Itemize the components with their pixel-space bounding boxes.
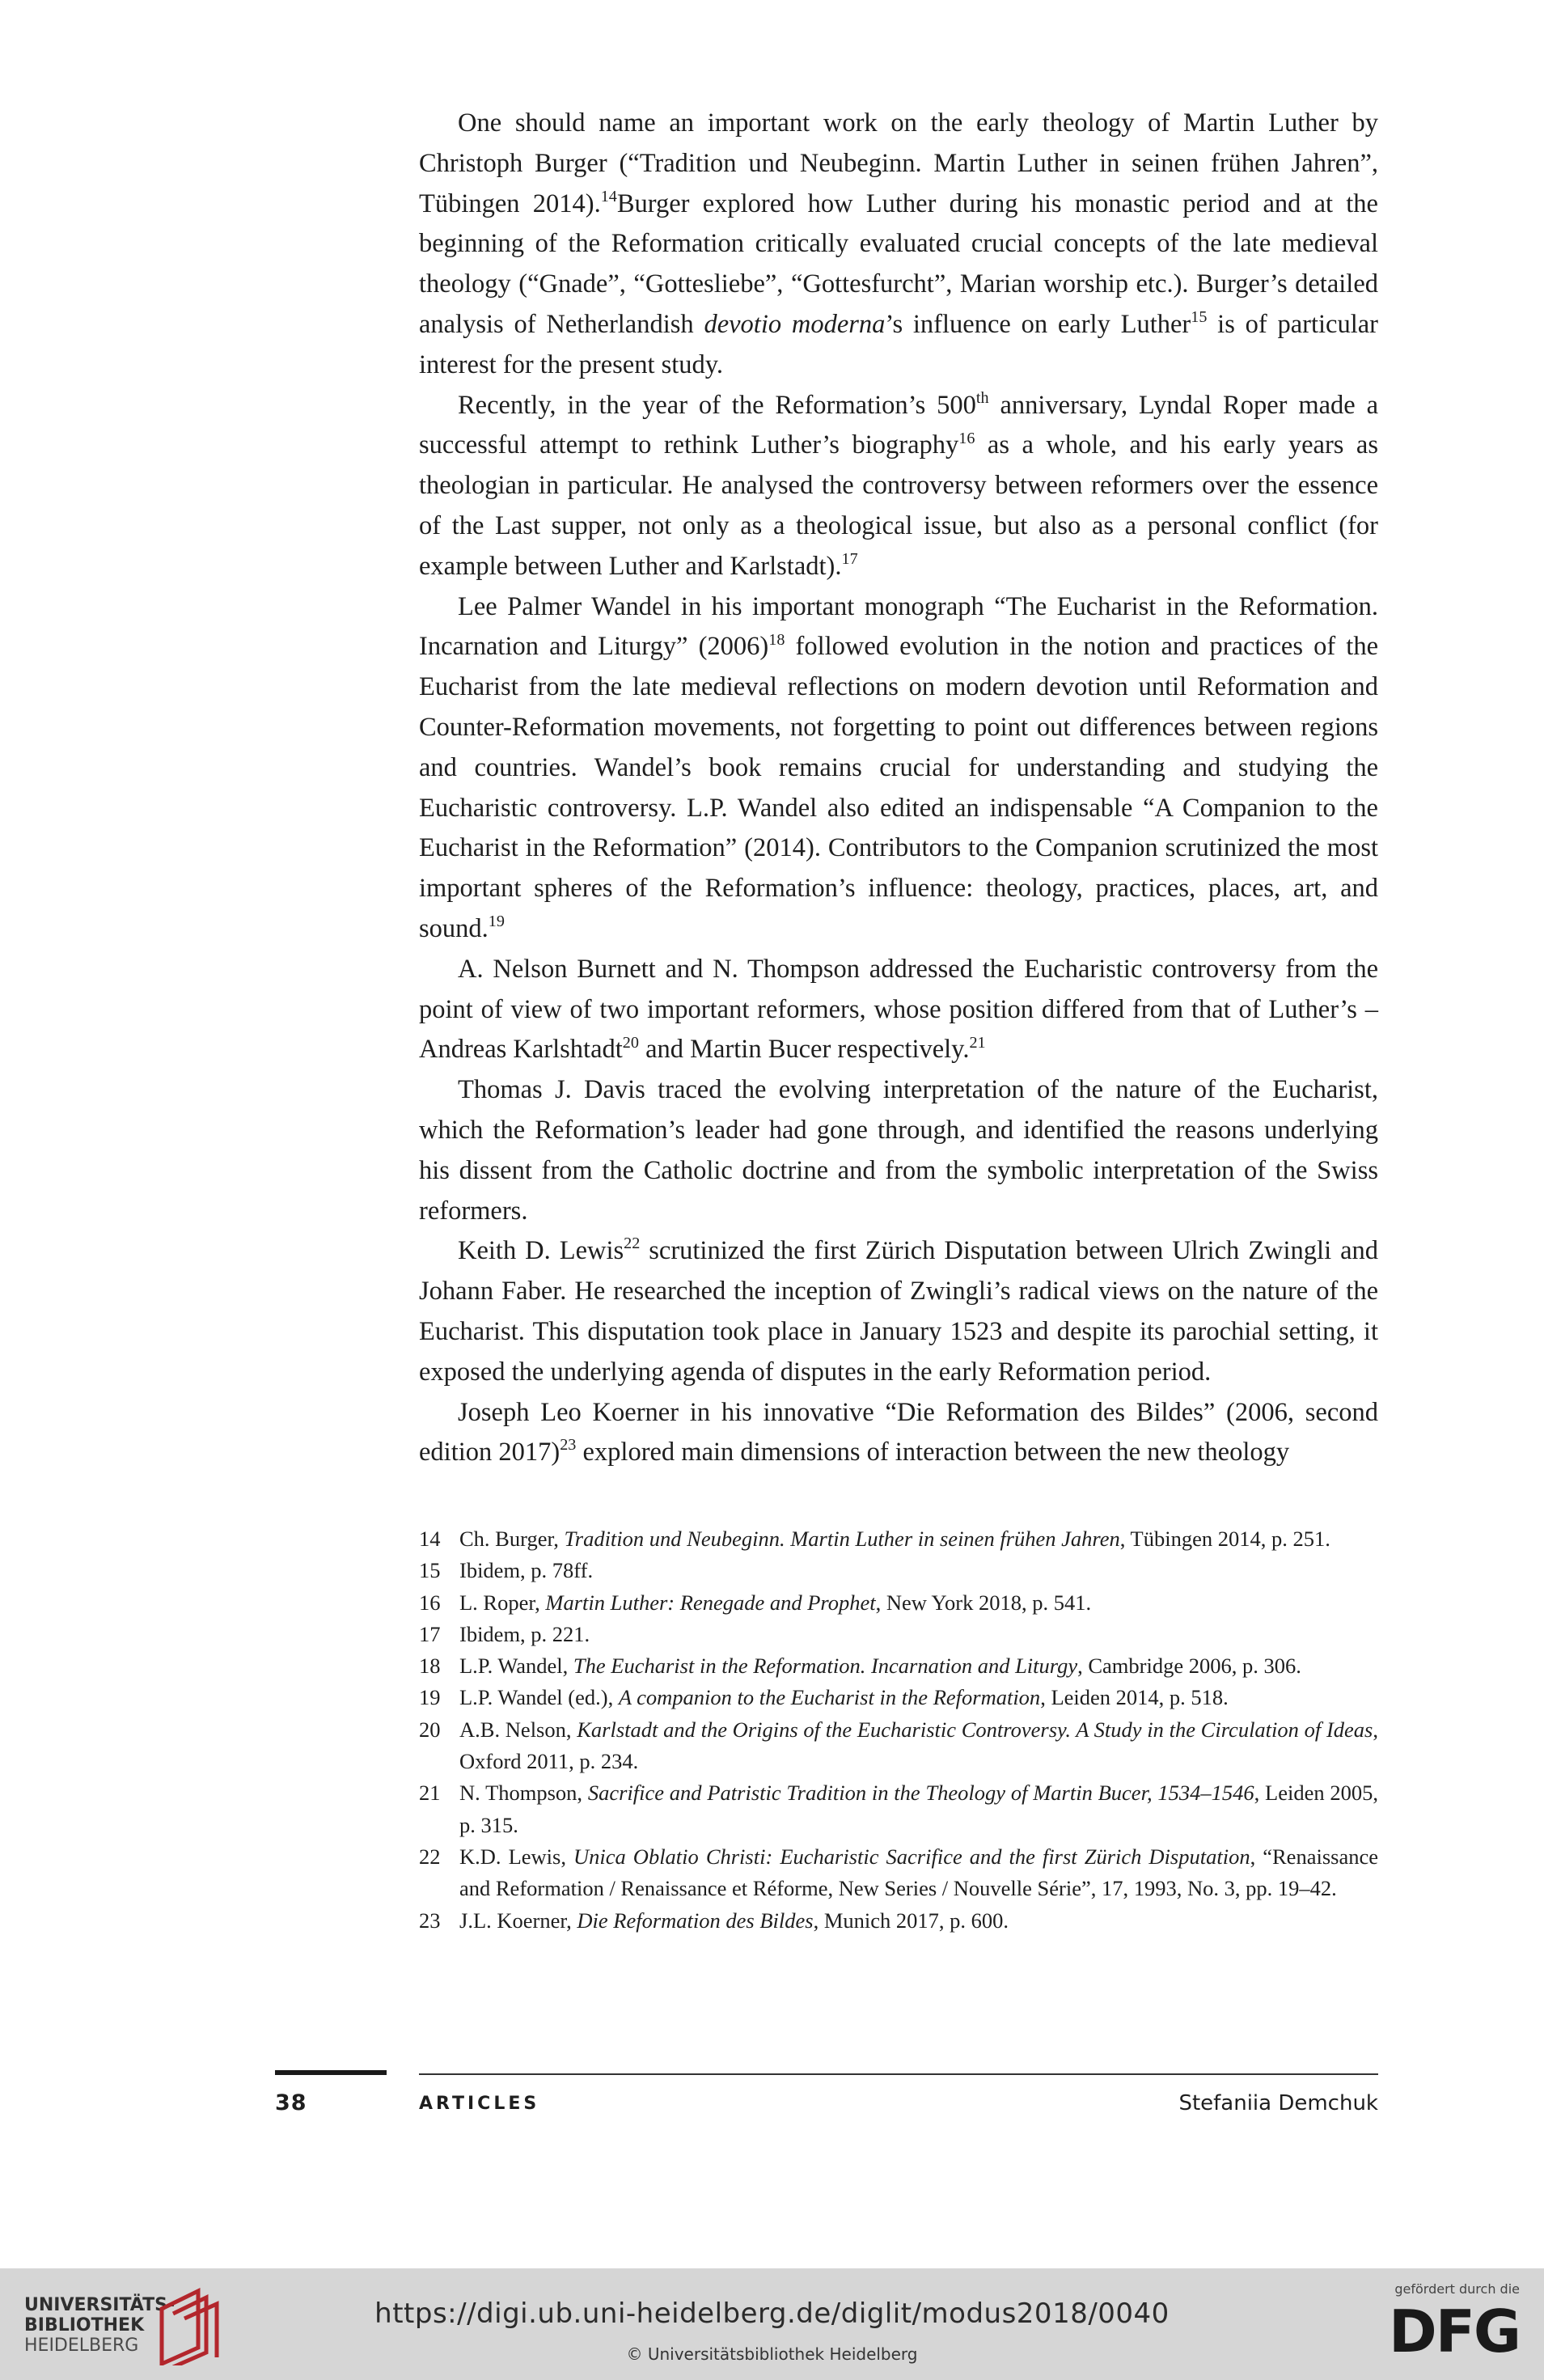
footnote — [419, 1555, 1378, 1586]
text-run: ’s influence on early Luther — [885, 309, 1191, 339]
footnote-text — [459, 1523, 1378, 1555]
footnote-ref: 14 — [600, 187, 617, 205]
text-run: , Cambridge 2006, p. 306. — [1077, 1654, 1301, 1679]
text-run: Ibidem, p. 78ff. — [459, 1558, 594, 1583]
italic-title: Martin Luther: Renegade and Prophet — [545, 1590, 876, 1615]
footnote-text — [459, 1777, 1378, 1841]
text-run: Ibidem, p. 221. — [459, 1621, 590, 1646]
footnote-number: 22 — [419, 1844, 441, 1869]
footnote-number: 17 — [419, 1621, 441, 1646]
footnote-ref: 15 — [1191, 308, 1208, 327]
body-paragraph — [419, 950, 1378, 1070]
footnote — [419, 1523, 1378, 1555]
text-run: Burger explored how Luther during his monastic period and at the beginning of the Reformation critically evaluated crucial concepts of the late medieval theology (“Gnade”, “Gottesliebe”, “Gottesfurcht”, Marian worship etc.). Burger’s detailed analysis of Netherlandish — [419, 188, 1378, 339]
footnote-ref: 17 — [841, 549, 858, 568]
body-paragraph — [419, 1231, 1378, 1392]
text-run: Thomas J. Davis traced the evolving interpretation of the nature of the Eucharist, which the Reformation’s leader had gone through, and identified the reasons underlying his dissent from the Catholic doctrine and from the symbolic interpretation of the Swiss reformers. — [419, 1075, 1378, 1226]
text-run: Lee Palmer Wandel in his important monograph “The Eucharist in the Reformation. Incarnation and Liturgy” (2006) — [419, 591, 1378, 662]
page-number: 38 — [275, 2090, 307, 2115]
text-run: Recently, in the year of the Reformation’s 500 — [458, 390, 976, 420]
text-run: L. Roper, — [459, 1590, 546, 1615]
text-run: , “Renaissance and Reformation / Renaissance et Réforme, New Series / Nouvelle Série”, 17, 1993, No. 3, pp. 19–42. — [459, 1844, 1378, 1901]
text-run: Joseph Leo Koerner in his innovative “Die Reformation des Bildes” (2006, second edition 2017) — [419, 1397, 1378, 1467]
body-paragraph — [419, 386, 1378, 587]
text-run: explored main dimensions of interaction between the new theology — [576, 1438, 1290, 1467]
footnote-ref: 22 — [624, 1234, 641, 1253]
footnote — [419, 1777, 1378, 1841]
text-run: anniversary, Lyndal Roper made a successful attempt to rethink Luther’s biography — [419, 390, 1378, 460]
footnote-text — [459, 1555, 1378, 1586]
footnote-number: 21 — [419, 1781, 441, 1806]
text-run: as a whole, and his early years as theologian in particular. He analysed the controversy between reformers over the essence of the Last supper, not only as a theological issue, but also as a personal conflict (for example between Luther and Karlstadt). — [419, 430, 1379, 581]
italic-title: Unica Oblatio Christi: Eucharistic Sacrifice and the first Zürich Disputation — [573, 1844, 1250, 1869]
italic-title: Tradition und Neubeginn. Martin Luther in seinen frühen Jahren — [564, 1527, 1120, 1551]
text-run: is of particular interest for the present study. — [419, 309, 1379, 379]
body-paragraph — [419, 1070, 1378, 1231]
footnote — [419, 1682, 1378, 1713]
text-run: , Leiden 2005, p. 315. — [459, 1781, 1378, 1837]
footnote-number: 18 — [419, 1654, 441, 1679]
footnote-text — [459, 1841, 1378, 1905]
logo-line-3: HEIDELBERG — [24, 2336, 139, 2356]
body-paragraph — [419, 104, 1378, 386]
footnote-number: 19 — [419, 1685, 441, 1710]
text-run: L.P. Wandel, — [459, 1654, 573, 1679]
footnote-ref: 20 — [622, 1033, 639, 1052]
body-paragraph — [419, 587, 1378, 950]
footer-rule-left — [275, 2070, 387, 2075]
footnote-ref: 18 — [768, 630, 785, 649]
footnote — [419, 1619, 1378, 1650]
footnote — [419, 1587, 1378, 1619]
footnote — [419, 1650, 1378, 1682]
logo-line-2: BIBLIOTHEK — [24, 2315, 145, 2336]
footnote-number: 23 — [419, 1908, 441, 1933]
text-run: L.P. Wandel (ed.), — [459, 1685, 619, 1710]
footnote-ref: 16 — [958, 429, 975, 447]
text-run: , New York 2018, p. 541. — [875, 1590, 1092, 1615]
main-text — [419, 104, 1378, 1473]
footnote-ref: 23 — [560, 1436, 577, 1455]
footnote-text — [459, 1714, 1378, 1778]
footnote-text — [459, 1587, 1378, 1619]
footnote — [419, 1841, 1378, 1905]
body-paragraph — [419, 1393, 1378, 1474]
dfg-logo[interactable]: DFG — [1388, 2297, 1520, 2365]
italic-title: The Eucharist in the Reformation. Incarnation and Liturgy — [573, 1654, 1078, 1679]
text-run: A. Nelson Burnett and N. Thompson addressed the Eucharistic controversy from the point of view of two important reformers, whose position differed from that of Luther’s – Andreas Karlshtadt — [419, 954, 1378, 1065]
text-run: and Martin Bucer respectively. — [638, 1035, 970, 1065]
text-run: Keith D. Lewis — [458, 1236, 624, 1266]
italic-title: Sacrifice and Patristic Tradition in the Theology of Martin Bucer, 1534–1546 — [587, 1781, 1254, 1806]
section-label: ARTICLES — [419, 2094, 540, 2114]
footnote-text — [459, 1619, 1378, 1650]
footnote-text — [459, 1905, 1378, 1937]
footnote-number: 14 — [419, 1527, 441, 1551]
logo-line-1: UNIVERSITÄTS- — [24, 2295, 176, 2315]
funded-by-label: gefördert durch die — [1394, 2281, 1520, 2297]
running-author: Stefaniia Demchuk — [1178, 2091, 1378, 2115]
footnote-ref: 21 — [969, 1033, 986, 1052]
archive-url-link[interactable]: https://digi.ub.uni-heidelberg.de/diglit/modus2018/0040 — [374, 2297, 1170, 2330]
footnote-text — [459, 1650, 1378, 1682]
text-run: One should name an important work on the early theology of Martin Luther by Christoph Burger (“Tradition und Neubeginn. Martin Luther in seinen frühen Jahren”, Tübingen 2014). — [419, 108, 1378, 218]
copyright-notice: © Universitätsbibliothek Heidelberg — [626, 2344, 918, 2364]
text-run: , Oxford 2011, p. 234. — [459, 1717, 1378, 1774]
text-run: followed evolution in the notion and practices of the Eucharist from the late medieval reflections on modern devotion until Reformation and Counter-Reformation movements, not forgetting to point out differences between regions and countries. Wandel’s book remains crucial for understanding and studying the Eucharistic controversy. L.P. Wandel also edited an indispensable “A Companion to the Eucharist in the Reformation” (2014). Contributors to the Companion scrutinized the most important spheres of the Reformation’s influence: theology, practices, places, art, and sound. — [419, 632, 1378, 943]
text-run: A.B. Nelson, — [459, 1717, 577, 1742]
text-run: , Tübingen 2014, p. 251. — [1119, 1527, 1330, 1551]
footnotes — [419, 1523, 1378, 1937]
footnote-ref: th — [975, 388, 989, 407]
text-run: N. Thompson, — [459, 1781, 588, 1806]
footer-rule — [419, 2073, 1378, 2075]
text-run: K.D. Lewis, — [459, 1844, 573, 1869]
footnote-number: 15 — [419, 1558, 441, 1583]
footnote-ref: 19 — [488, 913, 505, 931]
footnote-number: 20 — [419, 1717, 441, 1742]
text-run: , Leiden 2014, p. 518. — [1040, 1685, 1229, 1710]
italic-title: devotio moderna — [704, 309, 886, 339]
text-run: Ch. Burger, — [459, 1527, 565, 1551]
italic-title: Die Reformation des Bildes — [577, 1908, 814, 1933]
text-run: , Munich 2017, p. 600. — [813, 1908, 1009, 1933]
footnote — [419, 1905, 1378, 1937]
text-run: J.L. Koerner, — [459, 1908, 577, 1933]
footnote-text — [459, 1682, 1378, 1713]
italic-title: Karlstadt and the Origins of the Eucharistic Controversy. A Study in the Circulation of Ideas — [577, 1717, 1373, 1742]
text-run: scrutinized the first Zürich Disputation between Ulrich Zwingli and Johann Faber. He researched the inception of Zwingli’s radical views on the nature of the Eucharist. This disputation took place in January 1523 and despite its parochial setting, it exposed the underlying agenda of disputes in the early Reformation period. — [419, 1236, 1378, 1387]
footnote — [419, 1714, 1378, 1778]
archive-footer-bar — [0, 2268, 1544, 2380]
footnote-number: 16 — [419, 1590, 441, 1615]
italic-title: A companion to the Eucharist in the Reformation — [618, 1685, 1041, 1710]
